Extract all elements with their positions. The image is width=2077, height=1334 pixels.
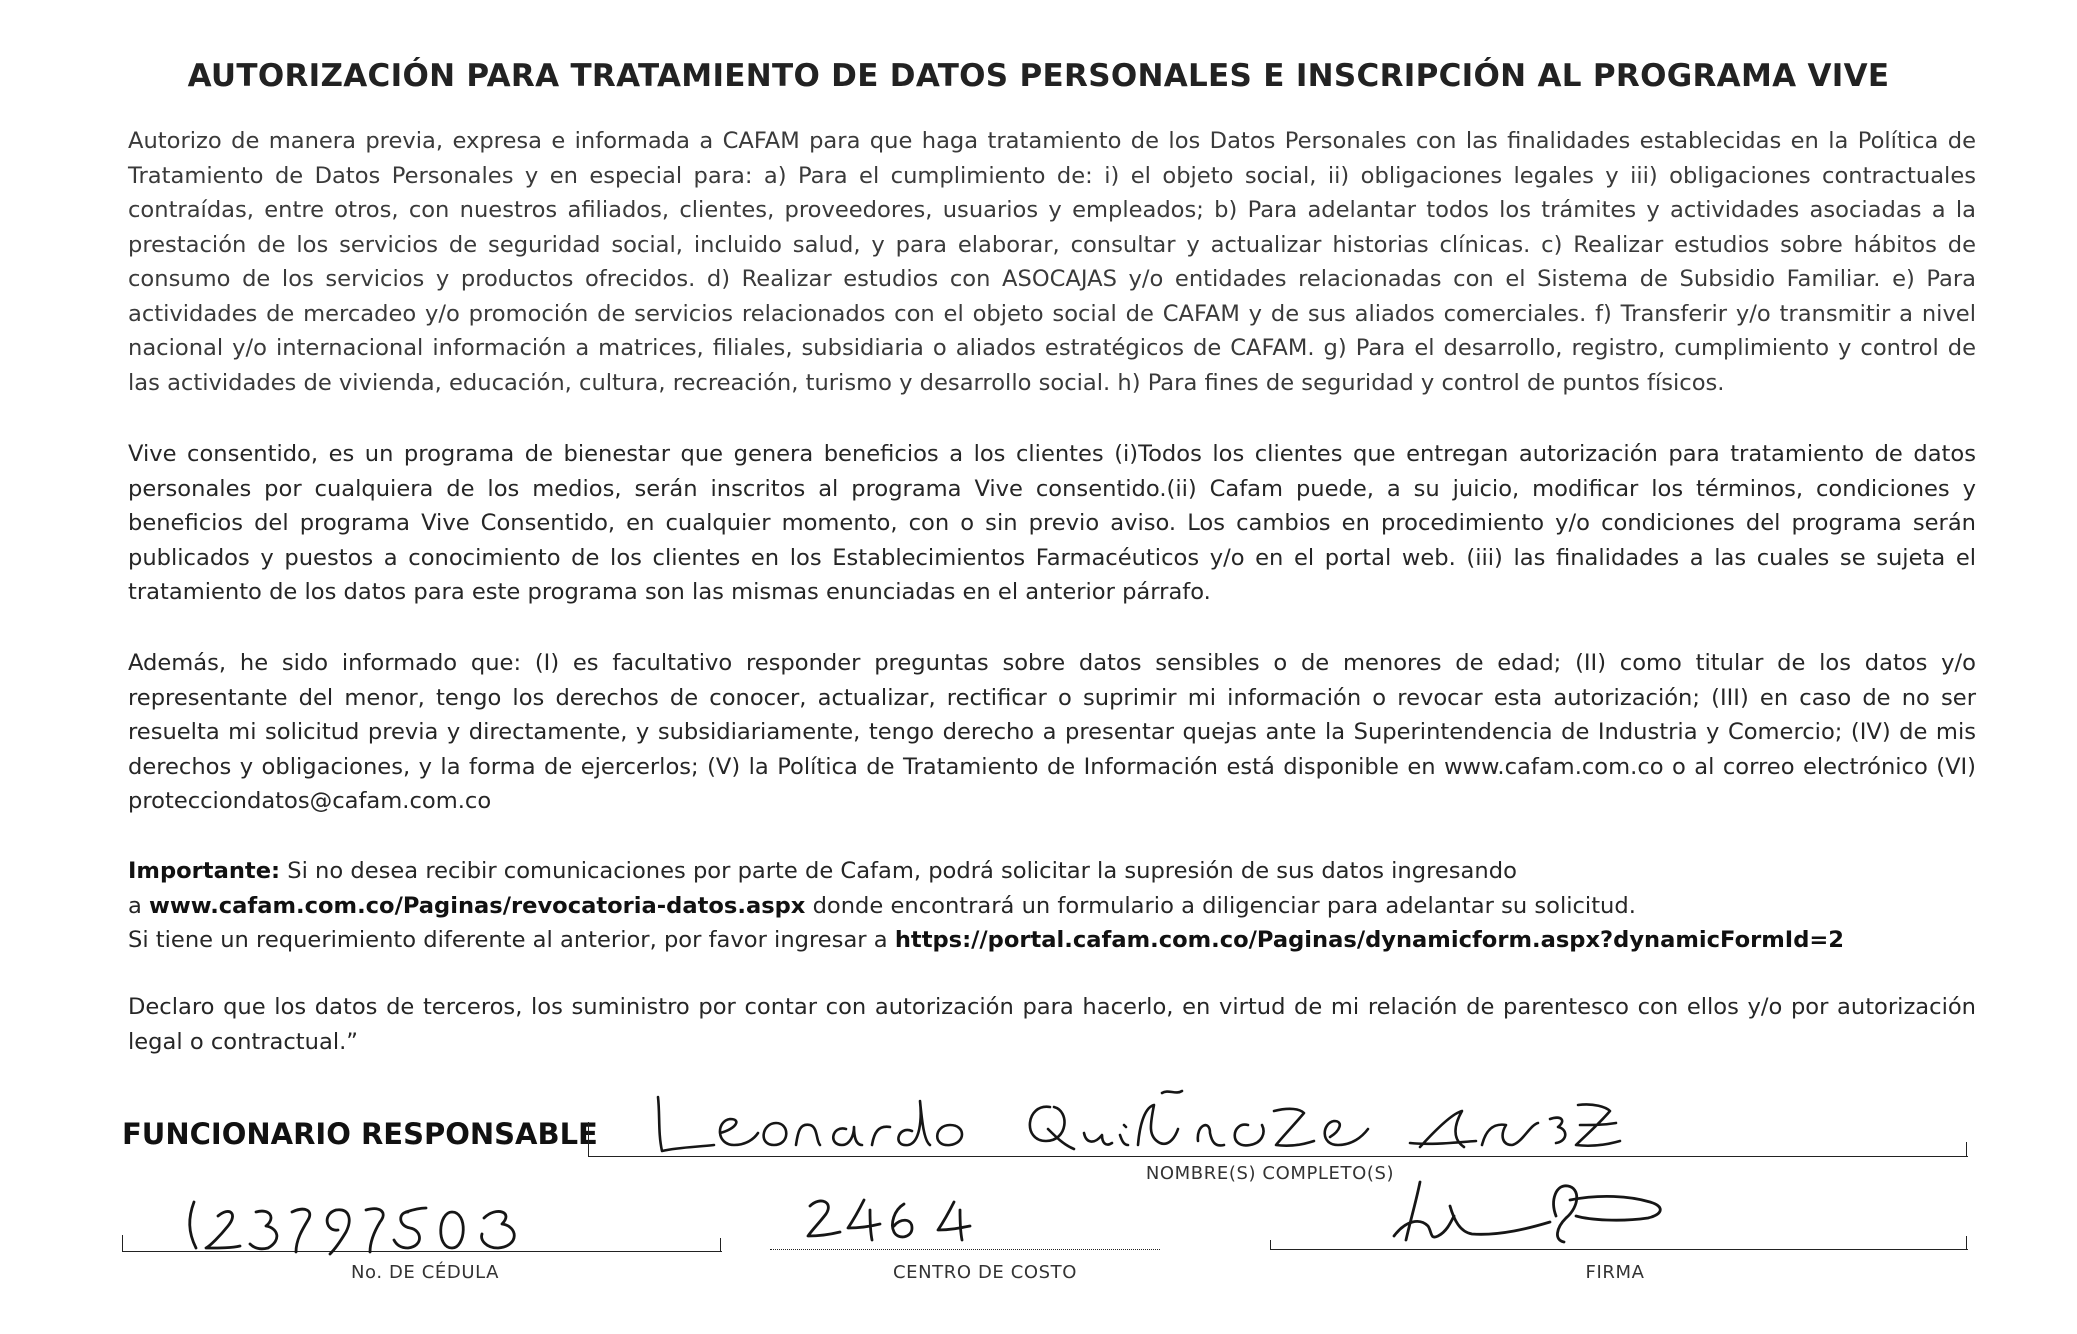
revocation-url[interactable]: www.cafam.com.co/Paginas/revocatoria-datos.aspx [149,892,806,919]
id-field-left-tick [122,1235,123,1251]
handwritten-id-number [180,1190,620,1260]
purpose-paragraph: Autorizo de manera previa, expresa e informada a CAFAM para que haga tratamiento de los Datos Personales con las finalidades establecidas en la Política de Tratamiento de Datos Personales y en especial para: a) Para el cumplimiento de: i) el objeto social, ii) obligaciones legales y iii) obligaciones contractuales contraídas, entre otros, con nuestros afiliados, clientes, proveedores, usuarios y empleados; b) Para adelantar todos los trámites y actividades asociadas a la prestación de los servicios de seguridad social, incluido salud, y para elaborar, consultar y actualizar historias clínicas. c) Realizar estudios sobre hábitos de consumo de los servicios y productos ofrecidos. d) Realizar estudios con ASOCAJAS y/o entidades relacionadas con el Sistema de Subsidio Familiar. e) Para actividades de mercadeo y/o promoción de servicios relacionados con el objeto social de CAFAM y de sus aliados comerciales. f) Transferir y/o transmitir a nivel nacional y/o internacional información a matrices, filiales, subsidiaria o aliados estratégicos de CAFAM. g) Para el desarrollo, registro, cumplimiento y control de las actividades de vivienda, educación, cultura, recreación, turismo y desarrollo social. h) Para fines de seguridad y control de puntos físicos. [128,128,1976,396]
important-line-3-prefix: Si tiene un requerimiento diferente al anterior, por favor ingresar a [128,927,895,953]
cost-center-caption: CENTRO DE COSTO [892,1262,1078,1283]
cost-center-field-line [770,1249,1160,1250]
name-field-right-tick [1966,1142,1967,1156]
important-line-2-suffix: donde encontrará un formulario a diligenciar para adelantar su solicitud. [805,892,1636,919]
important-line-1: Si no desea recibir comunicaciones por parte de Cafam, podrá solicitar la supresión de sus datos ingresando [280,858,1517,884]
signature-caption: FIRMA [1585,1262,1645,1283]
name-caption: NOMBRE(S) COMPLETO(S) [1145,1163,1395,1184]
important-line-2-prefix: a [128,892,150,919]
important-label: Importante: [128,858,281,884]
vive-program-paragraph: Vive consentido, es un programa de bienestar que genera beneficios a los clientes (i)Todos los clientes que entregan autorización para tratamiento de datos personales por cualquiera de los medios, serán inscritos al programa Vive consentido.(ii) Cafam puede, a su juicio, modificar los términos, condiciones y beneficios del programa Vive Consentido, en cualquier momento, con o sin previo aviso. Los cambios en procedimiento y/o condiciones del programa serán publicados y puestos a conocimiento de los clientes en los Establecimientos Farmacéuticos y/o en el portal web. (iii) las finalidades a las cuales se sujeta el tratamiento de los datos para este programa son las mismas enunciadas en el anterior párrafo. [128,441,1976,605]
handwritten-cost-center [800,1188,980,1248]
portal-url[interactable]: https://portal.cafam.com.co/Paginas/dynamicform.aspx?dynamicFormId=2 [894,927,1845,953]
document-title: AUTORIZACIÓN PARA TRATAMIENTO DE DATOS PERSONALES E INSCRIPCIÓN AL PROGRAMA VIVE [187,58,1890,94]
responsible-officer-heading: FUNCIONARIO RESPONSABLE [122,1117,598,1151]
handwritten-signature [1380,1176,1700,1256]
name-field-left-tick [588,1122,589,1156]
signature-field-right-tick [1966,1236,1967,1249]
handwritten-full-name [650,1085,1630,1165]
rights-paragraph: Además, he sido informado que: (I) es facultativo responder preguntas sobre datos sensibles o de menores de edad; (II) como titular de los datos y/o representante del menor, tengo los derechos de conocer, actualizar, rectificar o suprimir mi información o revocar esta autorización; (III) en caso de no ser resuelta mi solicitud previa y directamente, y subsidiariamente, tengo derecho a presentar quejas ante la Superintendencia de Industria y Comercio; (IV) de mis derechos y obligaciones, y la forma de ejercerlos; (V) la Política de Tratamiento de Información está disponible en www.cafam.com.co o al correo electrónico (VI) protecciondatos@cafam.com.co [128,650,1976,814]
id-field-right-tick [720,1238,721,1251]
important-notice [128,854,1976,958]
third-party-declaration: Declaro que los datos de terceros, los suministro por contar con autorización para hacerlo, en virtud de mi relación de parentesco con ellos y/o por autorización legal o contractual.” [128,994,1976,1055]
id-caption: No. DE CÉDULA [350,1262,500,1283]
